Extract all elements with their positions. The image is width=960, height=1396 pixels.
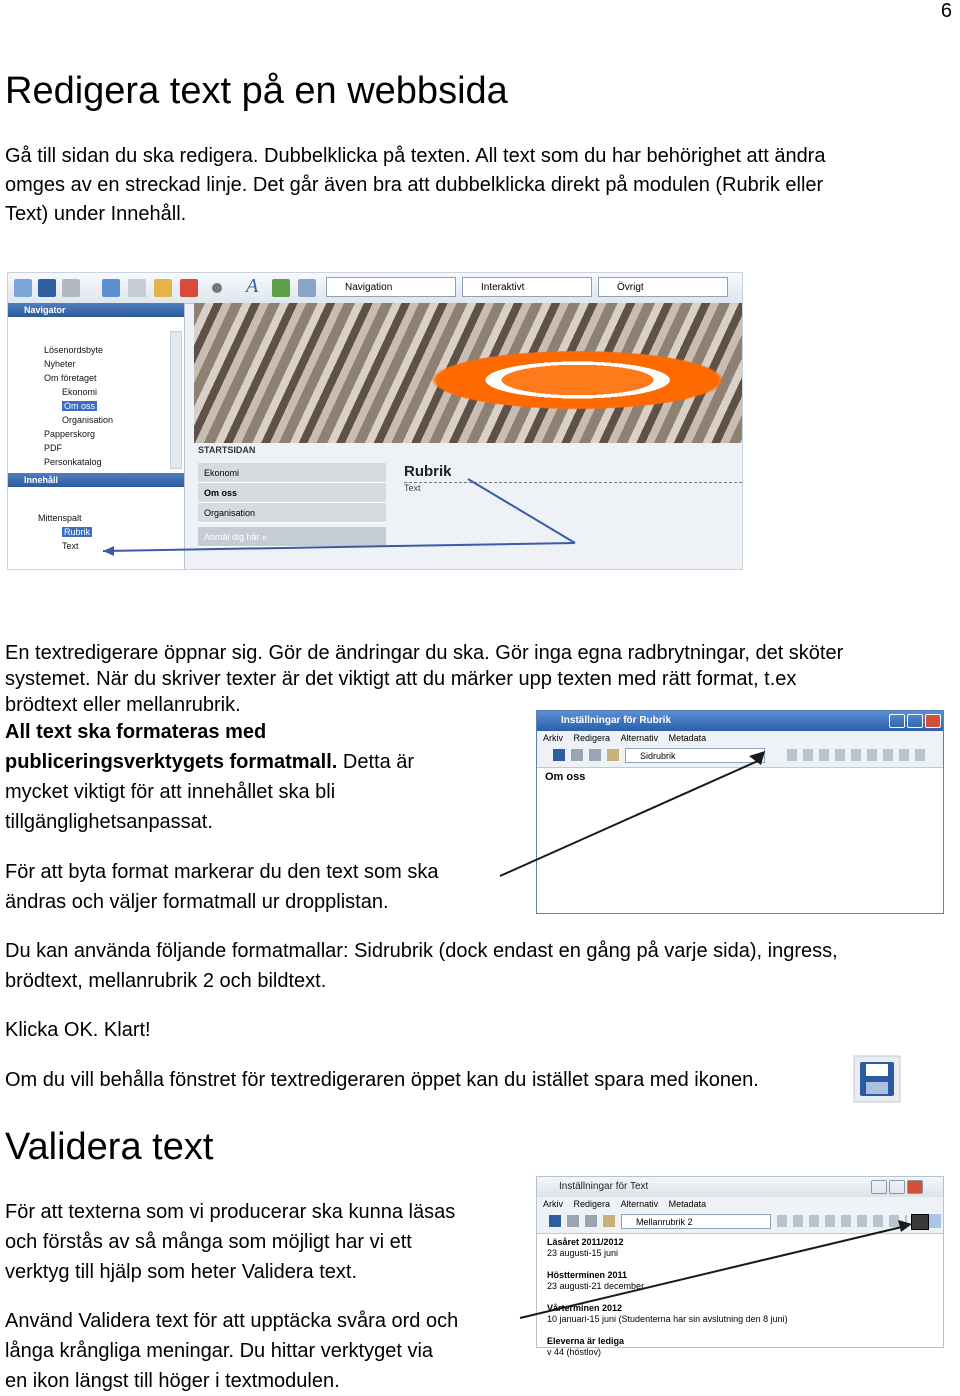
tree-item[interactable]: PDF — [44, 443, 62, 453]
text-icon: A — [246, 275, 259, 297]
text-line: ändras och väljer formatmall ur dropplistan. — [5, 891, 389, 913]
text-line: mycket viktigt för att innehållet ska bli — [5, 781, 336, 803]
text-line: långa krångliga meningar. Du hittar verktyget via — [5, 1340, 434, 1362]
content-title: Innehåll — [8, 473, 184, 487]
menu-item[interactable]: Redigera — [573, 1199, 611, 1209]
page-number: 6 — [940, 0, 952, 22]
format-dropdown[interactable]: Sidrubrik — [625, 748, 765, 763]
text-line: För att byta format markerar du den text som ska — [5, 861, 439, 883]
text-line: Använd Validera text för att upptäcka svåra ord och — [5, 1310, 459, 1332]
content-line[interactable]: 23 augusti-21 december — [547, 1281, 645, 1291]
breadcrumb: STARTSIDAN — [198, 445, 256, 455]
site-menu-item[interactable]: Ekonomi — [198, 463, 386, 483]
menu-item[interactable]: Redigera — [573, 733, 611, 743]
menu-item[interactable]: Alternativ — [620, 733, 659, 743]
text-line: verktyg till hjälp som heter Validera text. — [5, 1261, 358, 1283]
tree-item[interactable]: Personkatalog — [44, 457, 102, 467]
editor-content[interactable]: Om oss — [545, 771, 586, 783]
intro-line: Gå till sidan du ska redigera. Dubbelklicka på texten. All text som du har behörighet att ändra — [5, 145, 826, 167]
text-line: brödtext, mellanrubrik 2 och bildtext. — [5, 970, 327, 992]
ok-line: Klicka OK. Klart! — [5, 1019, 151, 1041]
save-paragraph: Om du vill behålla fönstret för textredigeraren öppet kan du istället spara med ikonen. — [5, 1069, 759, 1091]
content-line[interactable]: 10 januari-15 juni (Studenterna har sin avslutning den 8 juni) — [547, 1314, 788, 1324]
tree-item[interactable]: Nyheter — [44, 359, 76, 369]
text-line: och förstås av så många som möjligt har vi ett — [5, 1231, 412, 1253]
bold-line: All text ska formateras med — [5, 721, 267, 743]
section-heading-validate: Validera text — [5, 1126, 214, 1168]
interactive-dropdown[interactable]: Interaktivt — [462, 277, 592, 297]
menu-item[interactable]: Alternativ — [620, 1199, 659, 1209]
window-title: Inställningar för Text — [537, 1177, 943, 1197]
navigator-title: Navigator — [8, 303, 184, 317]
text-line: Du kan använda följande formatmallar: Sidrubrik (dock endast en gång på varje sida), ingress, — [5, 940, 838, 962]
rubrik-module[interactable]: Rubrik — [64, 527, 91, 537]
other-dropdown[interactable]: Övrigt — [598, 277, 728, 297]
rubrik-text[interactable]: Rubrik — [404, 463, 452, 480]
text-line: För att texterna som vi producerar ska kunna läsas — [5, 1201, 456, 1223]
text-line: tillgänglighetsanpassat. — [5, 811, 213, 833]
content-line[interactable]: Höstterminen 2011 — [547, 1270, 628, 1280]
menu-item[interactable]: Metadata — [668, 733, 707, 743]
text-line: En textredigerare öppnar sig. Gör de ändringar du ska. Gör inga egna radbrytningar, det sköter — [5, 642, 844, 664]
content-line[interactable]: Läsåret 2011/2012 — [547, 1237, 624, 1247]
tree-item[interactable]: Om företaget — [44, 373, 97, 383]
bold-line: publiceringsverktygets formatmall. — [5, 751, 338, 773]
section-heading-edit: Redigera text på en webbsida — [5, 70, 508, 112]
intro-line: Text) under Innehåll. — [5, 203, 187, 225]
site-menu-item[interactable]: Anmäl dig här » — [198, 527, 386, 547]
tree-item[interactable]: Mittenspalt — [38, 513, 82, 523]
tree-item[interactable]: Lösenordsbyte — [44, 345, 104, 355]
content-line[interactable]: v 44 (höstlov) — [547, 1347, 602, 1357]
tree-item[interactable]: Organisation — [62, 415, 114, 425]
intro-line: omges av en streckad linje. Det går även bra att dubbelklicka direkt på modulen (Rubrik eller — [5, 174, 824, 196]
content-line[interactable]: 23 augusti-15 juni — [547, 1248, 619, 1258]
content-line[interactable]: Eleverna är lediga — [547, 1336, 625, 1346]
text-module[interactable]: Text — [62, 541, 79, 551]
site-menu-item[interactable]: Organisation — [198, 503, 386, 523]
text-line: brödtext eller mellanrubrik. — [5, 694, 241, 716]
window-title: Inställningar för Rubrik — [537, 711, 943, 731]
content-line[interactable]: Vårterminen 2012 — [547, 1303, 623, 1313]
text-module-area[interactable]: Text — [404, 482, 742, 493]
text-line: systemet. När du skriver texter är det viktigt att du märker upp texten med rätt format, t.ex — [5, 668, 797, 690]
text-line: en ikon längst till höger i textmodulen. — [5, 1370, 340, 1392]
format-dropdown[interactable]: Mellanrubrik 2 — [621, 1214, 771, 1229]
text-span: Detta är — [337, 751, 415, 773]
tree-item[interactable]: Papperskorg — [44, 429, 96, 439]
tree-item[interactable]: Ekonomi — [62, 387, 98, 397]
menu-item[interactable]: Arkiv — [543, 733, 563, 743]
site-menu-item[interactable]: Om oss — [198, 483, 386, 503]
menu-item[interactable]: Metadata — [668, 1199, 707, 1209]
navigation-dropdown[interactable]: Navigation — [326, 277, 456, 297]
tree-item-selected[interactable]: Om oss — [64, 401, 96, 411]
menu-item[interactable]: Arkiv — [543, 1199, 563, 1209]
